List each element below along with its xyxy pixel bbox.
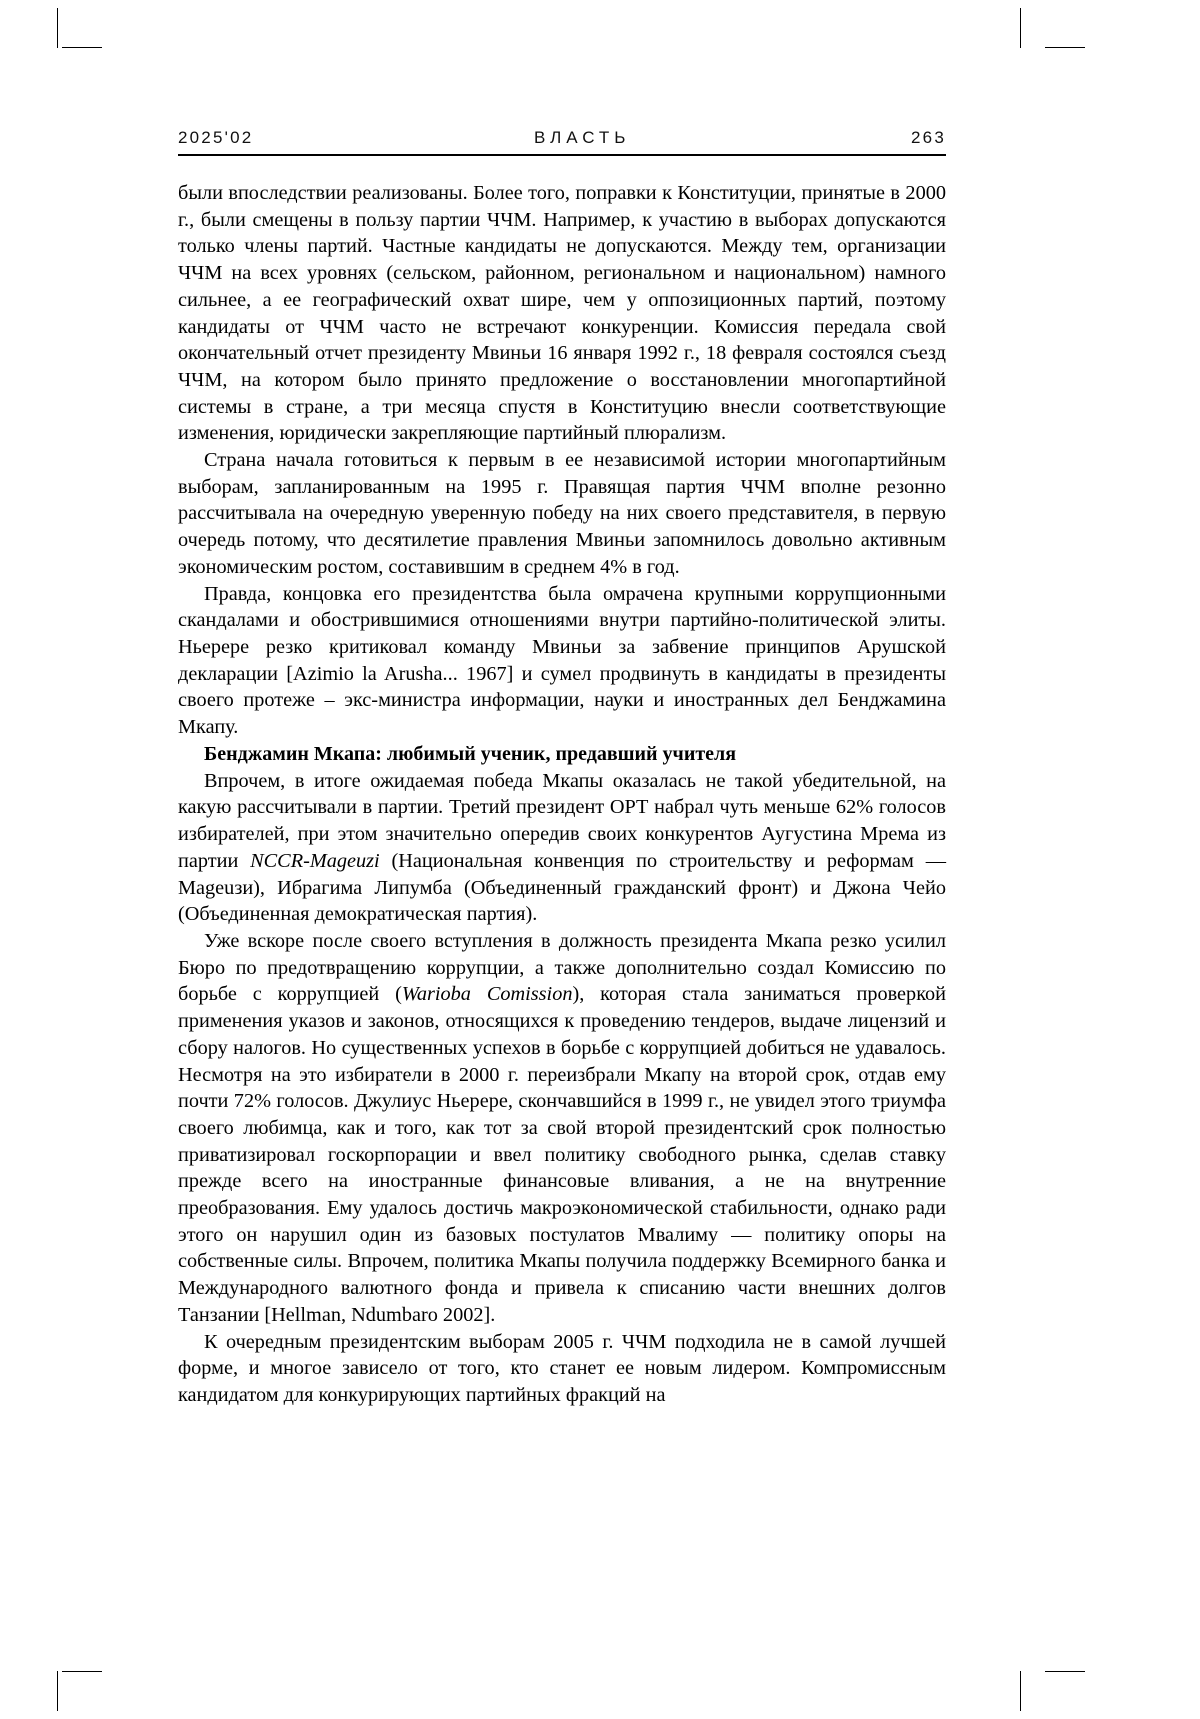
paragraph [178,928,946,1329]
crop-mark-top-left-vertical [57,8,58,48]
paragraph: Правда, концовка его президентства была омрачена крупными коррупционными скандалами и обострившимися отношениями внутри партийно-политической элиты. Ньерере резко критиковал команду Мвиньи за забвение принципов Арушской декларации [Azimio la Arusha... 1967] и сумел продвинуть в кандидаты в президенты своего протеже – экс-министра информации, науки и иностранных дел Бенджамина Мкапу. [178,582,946,739]
running-head [178,128,946,156]
running-head-journal: ВЛАСТЬ [533,128,631,147]
page-content [178,128,946,1409]
crop-mark-top-left-horizontal [62,47,102,48]
crop-mark-top-right-vertical [1020,8,1021,48]
crop-mark-bottom-right-vertical [1020,1671,1021,1711]
text-run: ), которая стала заниматься проверкой применения указов и законов, относящихся к проведению тендеров, выдаче лицензий и сбору налогов. Но существенных успехов в борьбе с коррупцией добиться не удавалось. Несмотря на это избиратели в 2000 г. переизбрали Мкапу на второй срок, отдав ему почти 72% голосов. Джулиус Ньерере, скончавшийся в 1999 г., не увидел этого триумфа своего любимца, как и того, как тот за свой второй президентский срок полностью приватизировал госкорпорации и ввел политику свободного рынка, сделав ставку прежде всего на иностранные финансовые вливания, а не на внутренние преобразования. Ему удалось достичь макроэкономической стабильности, однако ради этого он нарушил один из базовых постулатов Мвалиму — политику опоры на собственные силы. Впрочем, политика Мкапы получила поддержку Всемирного банка и Международного валютного фонда и привела к списанию части внешних долгов Танзании [Hellman, Ndumbaro 2002]. [178,983,947,1326]
italic-term: Warioba Comission [401,983,573,1006]
text-run: К очередным президентским выборам 2005 г. ЧЧМ подходила не в самой лучшей форме, и многое зависело от того, кто станет ее новым лидером. Компромиссным кандидатом для конкурирующих партийных фракций на [178,1330,946,1406]
italic-term: NCCR-Mageuzi [250,849,380,872]
text-run: Впрочем, в итоге ожидаемая победа Мкапы оказалась не такой убедительной, на какую рассчитывали в партии. Третий президент ОРТ набрал чуть меньше 62% голосов избирателей, при этом значительно опередив своих конкурентов Аугустина Мрема из партии [178,769,946,872]
section-heading: Бенджамин Мкапа: любимый ученик, предавший учителя [204,742,737,765]
running-head-issue: 2025'02 [178,128,254,147]
crop-mark-bottom-left-horizontal [62,1671,102,1672]
crop-mark-bottom-left-vertical [57,1671,58,1711]
paragraph [178,768,946,928]
paragraph [178,1329,946,1409]
paragraph: Страна начала готовиться к первым в ее независимой истории многопартийным выборам, запланированным на 1995 г. Правящая партия ЧЧМ вполне резонно рассчитывала на очередную уверенную победу на них своего представителя, в первую очередь потому, что десятилетие правления Мвиньи запомнилось довольно активным экономическим ростом, составившим в среднем 4% в год. [178,449,946,578]
running-head-page: 263 [911,128,946,147]
paragraph: были впоследствии реализованы. Более того, поправки к Конституции, принятые в 2000 г., были смещены в пользу партии ЧЧМ. Например, к участию в выборах допускаются только члены партий. Частные кандидаты не допускаются. Между тем, организации ЧЧМ на всех уровнях (сельском, районном, региональном и национальном) намного сильнее, а ее географический охват шире, чем у оппозиционных партий, поэтому кандидаты от ЧЧМ часто не встречают конкуренции. Комиссия передала свой окончательный отчет президенту Мвиньи 16 января 1992 г., 18 февраля состоялся съезд ЧЧМ, на котором было принято предложение о восстановлении многопартийной системы в стране, а три месяца спустя в Конституцию внесли соответствующие изменения, юридически закрепляющие партийный плюрализм. [178,182,946,445]
article-body [178,180,946,1409]
crop-mark-top-right-horizontal [1045,47,1085,48]
text-run: Уже вскоре после своего вступления в должность президента Мкапа резко усилил Бюро по предотвращению коррупции, а также дополнительно создал Комиссию по борьбе с коррупцией ( [178,929,946,1006]
crop-mark-bottom-right-horizontal [1045,1671,1085,1672]
text-run: (Национальная конвенция по строительству и реформам — Мageuзи), Ибрагима Липумба (Объединенный гражданский фронт) и Джона Чейо (Объединенная демократическая партия). [178,849,946,926]
